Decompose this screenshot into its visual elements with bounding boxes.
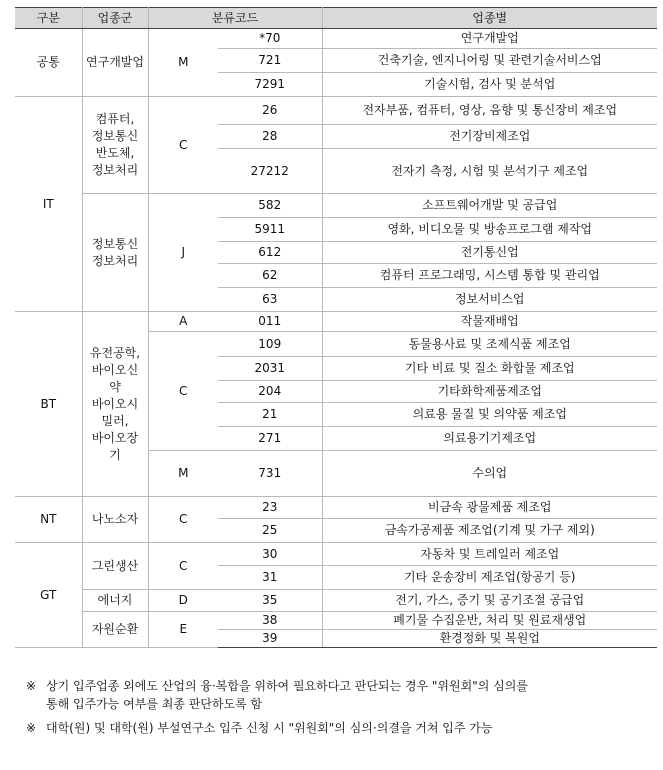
group-it: IT	[15, 97, 82, 312]
code-cell: 39	[218, 630, 322, 648]
sector-rnd-text: 연구개발업	[86, 55, 144, 69]
letter-code: J	[148, 194, 218, 312]
industry-cell: 금속가공제품 제조업(기계 및 가구 제외)	[322, 519, 657, 543]
industry-cell: 전기, 가스, 증기 및 공기조절 공급업	[322, 590, 657, 612]
code-cell: 30	[218, 543, 322, 566]
note-1-line-2: 통해 입주가능 여부를 최종 판단하도록 함	[46, 697, 263, 711]
sector-line: 반도체,	[95, 146, 135, 160]
industry-classification-table	[15, 7, 657, 648]
industry-cell: 전기장비제조업	[322, 125, 657, 149]
code-cell: 109	[218, 332, 322, 357]
letter-code: A	[148, 312, 218, 332]
code-cell: 5911	[218, 218, 322, 242]
group-bt: BT	[15, 312, 82, 497]
sector-line: 정보통신	[91, 129, 139, 143]
sector-gt-energy: 에너지	[82, 590, 148, 612]
sector-nt: 나노소자	[82, 497, 148, 543]
note-mark: ※	[26, 721, 37, 735]
sector-bt	[82, 312, 148, 497]
industry-cell: 의료용기기제조업	[322, 427, 657, 451]
industry-cell: 기타화학제품제조업	[322, 381, 657, 403]
letter-code: C	[148, 97, 218, 194]
table-row	[15, 194, 657, 218]
sector-line: 정보처리	[91, 163, 139, 177]
industry-cell: 컴퓨터 프로그래밍, 시스템 통합 및 관리업	[322, 264, 657, 288]
note-1	[26, 677, 661, 713]
code-cell: 721	[218, 49, 322, 73]
table-row	[15, 612, 657, 630]
code-cell: 35	[218, 590, 322, 612]
letter-code: D	[148, 590, 218, 612]
letter-code: C	[148, 543, 218, 590]
industry-cell: 전자기 측정, 시험 및 분석기구 제조업	[322, 149, 657, 194]
table-row	[15, 29, 657, 49]
table-row	[15, 590, 657, 612]
code-cell: 612	[218, 242, 322, 264]
industry-cell: 의료용 물질 및 의약품 제조업	[322, 403, 657, 427]
group-gt: GT	[15, 543, 82, 648]
industry-cell: 영화, 비디오물 및 방송프로그램 제작업	[322, 218, 657, 242]
sector-line: 유전공학,	[89, 345, 141, 360]
note-2-text: 대학(원) 및 대학(원) 부설연구소 입주 신청 시 "위원회"의 심의·의결을 거쳐 입주 가능	[46, 721, 493, 735]
code-cell: 38	[218, 612, 322, 630]
table-row	[15, 312, 657, 332]
sector-line: 바이오시	[91, 396, 139, 411]
industry-cell: 환경정화 및 복원업	[322, 630, 657, 648]
letter-code: E	[148, 612, 218, 648]
table-row	[15, 543, 657, 566]
header-category: 구분	[15, 8, 82, 29]
header-classification-code: 분류코드	[148, 8, 322, 29]
industry-cell: 기타 운송장비 제조업(항공기 등)	[322, 566, 657, 590]
sector-it-info	[82, 194, 148, 312]
code-cell: 2031	[218, 357, 322, 381]
industry-cell: 전기통신업	[322, 242, 657, 264]
header-industry: 업종별	[322, 8, 657, 29]
industry-cell: 수의업	[322, 451, 657, 497]
letter-code: C	[148, 497, 218, 543]
industry-cell: 작물재배업	[322, 312, 657, 332]
header-sector: 업종군	[82, 8, 148, 29]
sector-line: 정보통신	[91, 236, 139, 251]
code-cell: 23	[218, 497, 322, 519]
sector-line: 컴퓨터,	[95, 112, 135, 126]
note-2	[26, 719, 661, 737]
letter-code: M	[148, 451, 218, 497]
sector-line: 바이오신	[91, 362, 139, 377]
sector-line: 바이오장	[91, 430, 139, 445]
code-cell: 31	[218, 566, 322, 590]
code-cell: *70	[218, 29, 322, 49]
code-cell: 204	[218, 381, 322, 403]
note-1-line-1: 상기 입주업종 외에도 산업의 융·복합을 위하여 필요하다고 판단되는 경우 "위원회"의 심의를	[46, 679, 528, 693]
code-cell: 582	[218, 194, 322, 218]
code-cell: 271	[218, 427, 322, 451]
industry-cell: 동물용사료 및 조제식품 제조업	[322, 332, 657, 357]
table-row	[15, 497, 657, 519]
table-row	[15, 97, 657, 125]
industry-cell: 기타 비료 및 질소 화합물 제조업	[322, 357, 657, 381]
industry-cell: 자동차 및 트레일러 제조업	[322, 543, 657, 566]
industry-cell: 기술시험, 검사 및 분석업	[322, 73, 657, 97]
code-cell: 26	[218, 97, 322, 125]
sector-it-computer	[82, 97, 148, 194]
code-cell: 011	[218, 312, 322, 332]
industry-cell: 연구개발업	[322, 29, 657, 49]
code-cell: 63	[218, 288, 322, 312]
notes	[26, 677, 661, 737]
industry-cell: 정보서비스업	[322, 288, 657, 312]
table-header-row	[15, 8, 657, 29]
code-cell: 27212	[218, 149, 322, 194]
code-cell: 731	[218, 451, 322, 497]
code-cell: 62	[218, 264, 322, 288]
industry-cell: 폐기물 수집운반, 처리 및 원료재생업	[322, 612, 657, 630]
note-mark: ※	[26, 679, 37, 693]
sector-line: 정보처리	[91, 253, 139, 268]
group-common: 공통	[15, 29, 82, 97]
letter-code: C	[148, 332, 218, 451]
sector-rnd	[82, 29, 148, 97]
industry-cell: 전자부품, 컴퓨터, 영상, 음향 및 통신장비 제조업	[322, 97, 657, 125]
group-nt: NT	[15, 497, 82, 543]
sector-line: 밀러,	[101, 413, 129, 428]
industry-cell: 건축기술, 엔지니어링 및 관련기술서비스업	[322, 49, 657, 73]
sector-line: 기	[109, 447, 121, 462]
code-cell: 21	[218, 403, 322, 427]
industry-cell: 소프트웨어개발 및 공급업	[322, 194, 657, 218]
letter-code: M	[148, 29, 218, 97]
code-cell: 7291	[218, 73, 322, 97]
code-cell: 25	[218, 519, 322, 543]
code-cell: 28	[218, 125, 322, 149]
sector-gt-recycle: 자원순환	[82, 612, 148, 648]
industry-cell: 비금속 광물제품 제조업	[322, 497, 657, 519]
sector-gt-green: 그린생산	[82, 543, 148, 590]
sector-line: 약	[109, 379, 121, 394]
